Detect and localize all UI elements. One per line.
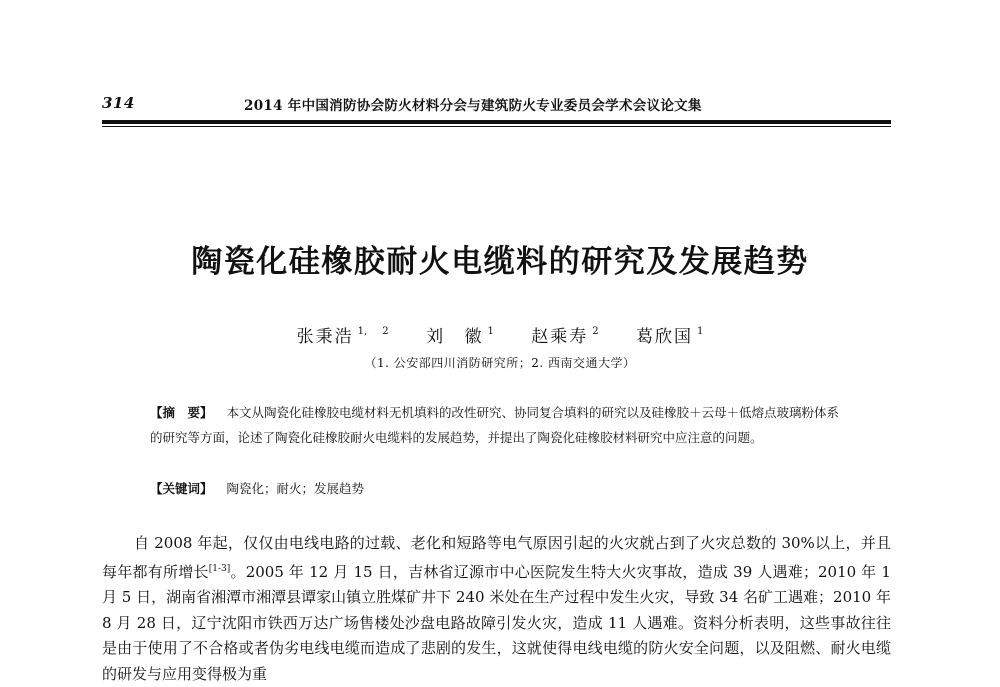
author-4 xyxy=(636,327,703,347)
author-affiliation-mark: 1, 2 xyxy=(357,326,389,337)
running-header: 2014 年中国消防协会防火材料分会与建筑防火专业委员会学术会议论文集 xyxy=(244,98,702,114)
citation-ref: [1-3] xyxy=(208,563,231,574)
body-paragraph xyxy=(102,531,891,687)
abstract-text: 本文从陶瓷化硅橡胶电缆材料无机填料的改性研究、协同复合填料的研究以及硅橡胶＋云母＋低熔点玻璃粉体系的研究等方面，论述了陶瓷化硅橡胶耐火电缆料的发展趋势，并提出了陶瓷化硅橡胶材料研究中应注意的问题。 xyxy=(150,405,840,445)
author-2 xyxy=(426,327,494,347)
header-rule-thin xyxy=(102,126,891,127)
abstract xyxy=(150,400,850,450)
header-rule-thick xyxy=(102,120,891,124)
author-1 xyxy=(297,327,389,347)
paper-title: 陶瓷化硅橡胶耐火电缆料的研究及发展趋势 xyxy=(191,244,809,280)
affiliations: （1. 公安部四川消防研究所；2. 西南交通大学） xyxy=(364,356,636,370)
page-number: 314 xyxy=(102,94,135,112)
keywords-label: 【关键词】 xyxy=(150,481,213,496)
body-text-part-2: 。2005 年 12 月 15 日，吉林省辽源市中心医院发生特大火灾事故，造成 39 人遇难；2010 年 1 月 5 日，湖南省湘潭市湘潭县谭家山镇立胜煤矿井下 240 米处在生产过程中发生火灾，导致 34 名矿工遇难；2010 年 8 月 28 日，辽宁沈阳市铁西万达广场售楼处沙盘电路故障引发火灾，造成 11 人遇难。资料分析表明，这些事故往往是由于使用了不合格或者伪劣电线电缆而造成了悲剧的发生，这就使得电线电缆的防火安全问题，以及阻燃、耐火电缆的研发与应用变得极为重 xyxy=(102,562,891,683)
keywords xyxy=(150,477,850,501)
author-name: 张秉浩 xyxy=(296,327,354,347)
author-affiliation-mark: 2 xyxy=(592,326,599,337)
author-affiliation-mark: 1 xyxy=(487,326,494,337)
author-name: 刘 徽 xyxy=(426,327,484,347)
author-name: 赵乘寿 xyxy=(531,327,589,347)
author-list xyxy=(0,322,1000,347)
body-text-part-1: 自 2008 年起，仅仅由电线电路的过载、老化和短路等电气原因引起的火灾就占到了火灾总数的 30%以上，并且每年都有所增长 xyxy=(102,534,891,581)
abstract-label: 【摘 要】 xyxy=(150,405,213,420)
author-name: 葛欣国 xyxy=(636,327,694,347)
keywords-text: 陶瓷化；耐火；发展趋势 xyxy=(226,481,365,496)
author-affiliation-mark: 1 xyxy=(697,326,704,337)
author-3 xyxy=(531,327,598,347)
